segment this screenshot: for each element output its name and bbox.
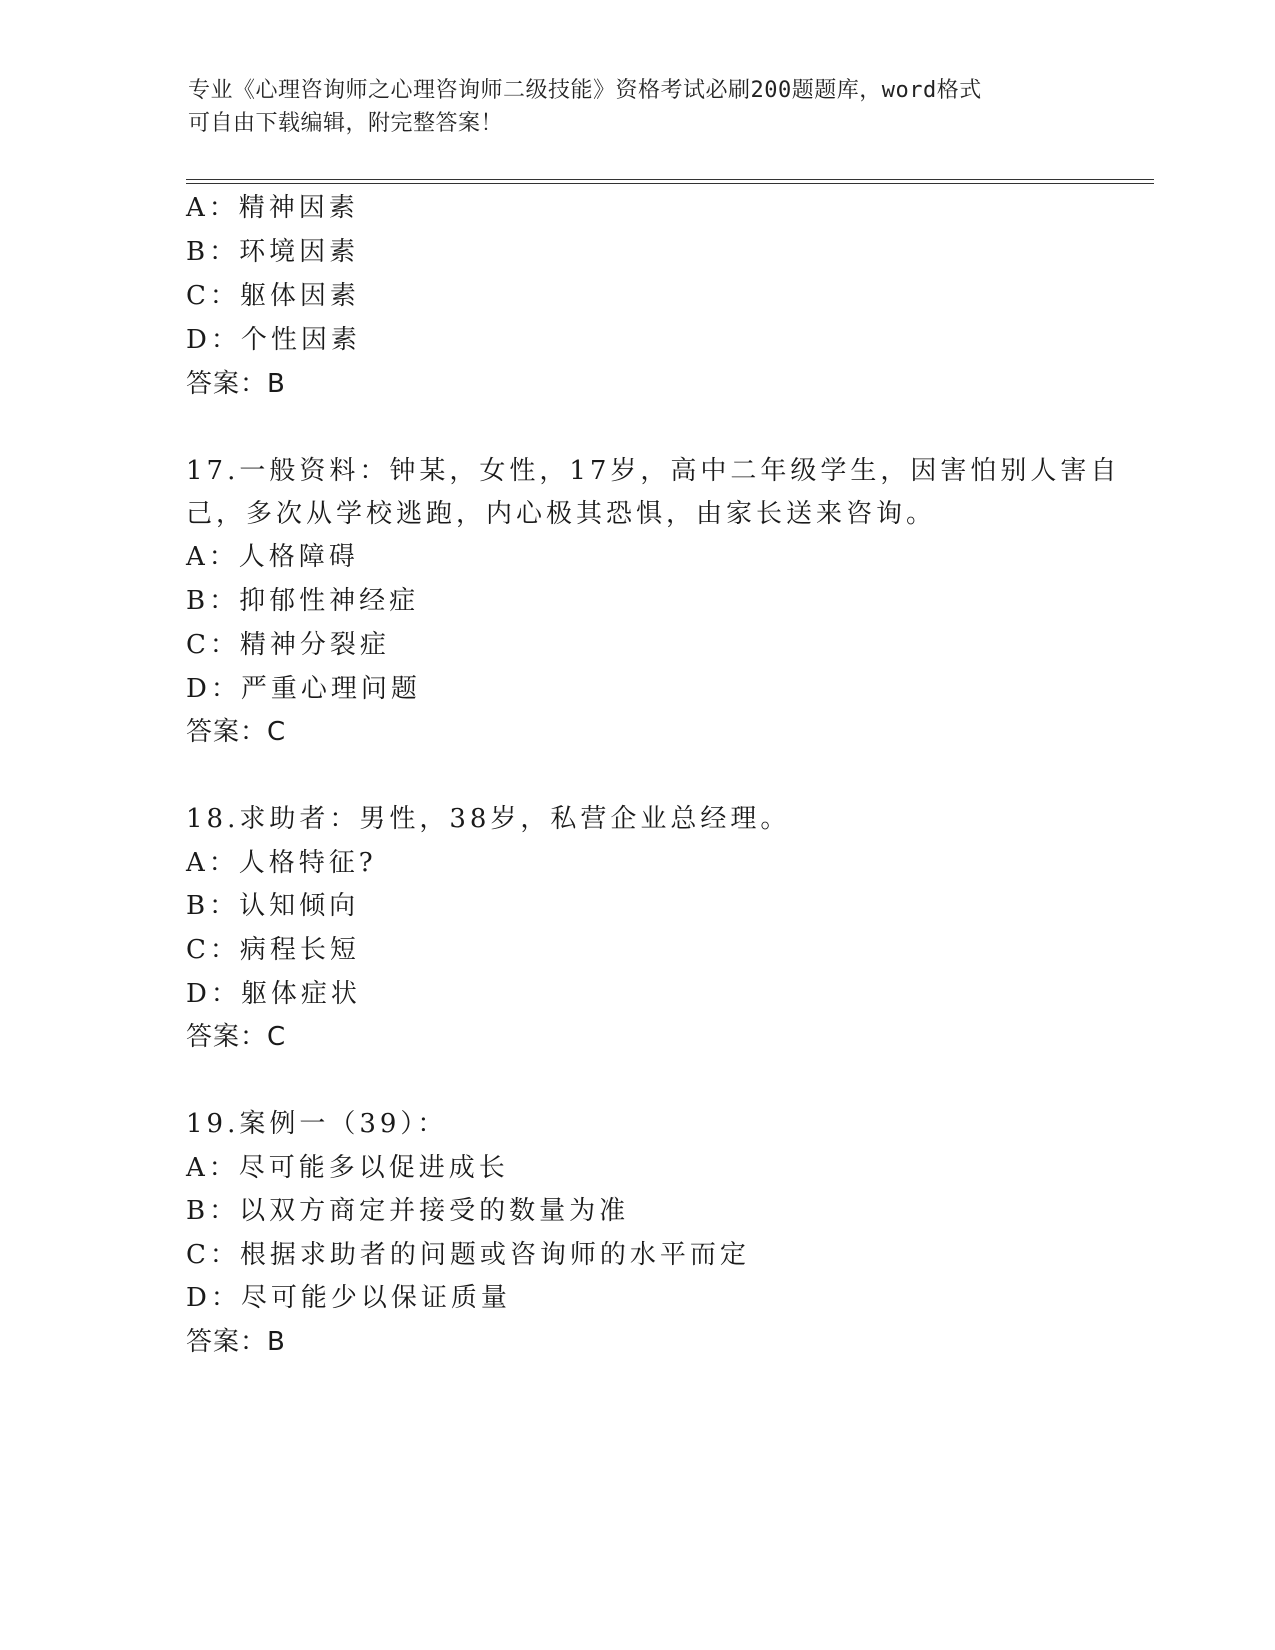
q17-stem-line-1: 17.一般资料：钟某，女性，17岁，高中二年级学生，因害怕别人害自 [186,456,1121,486]
q16-option-d: D：个性因素 [186,325,361,355]
q18-answer: 答案：C [186,1022,287,1052]
header-divider [186,179,1154,184]
q18-option-c: C：病程长短 [186,935,360,965]
q17-option-d: D：严重心理问题 [186,674,421,704]
q18-option-d: D：躯体症状 [186,979,361,1009]
header-line-1: 专业《心理咨询师之心理咨询师二级技能》资格考试必刷200题题库，word格式 [188,78,982,103]
q16-option-b: B：环境因素 [186,237,360,267]
q17-option-b: B：抑郁性神经症 [186,586,420,616]
q19-option-b: B：以双方商定并接受的数量为准 [186,1196,630,1226]
q19-stem: 19.案例一（39）： [186,1109,448,1139]
document-header [188,74,1068,140]
q18-stem: 18.求助者：男性，38岁，私营企业总经理。 [186,804,791,834]
q19-option-d: D：尽可能少以保证质量 [186,1283,511,1313]
q17-answer: 答案：C [186,717,287,747]
q16-option-a: A：精神因素 [186,193,359,223]
header-line-2: 可自由下载编辑，附完整答案！ [188,111,504,136]
q17-option-c: C：精神分裂症 [186,630,390,660]
q17-stem-line-2: 己，多次从学校逃跑，内心极其恐惧，由家长送来咨询。 [186,499,937,529]
q19-option-c: C：根据求助者的问题或咨询师的水平而定 [186,1240,750,1270]
q16-answer: 答案：B [186,369,286,399]
q19-answer: 答案：B [186,1327,286,1357]
q17-option-a: A：人格障碍 [186,542,359,572]
q18-option-a: A：人格特征? [186,848,377,878]
q18-option-b: B：认知倾向 [186,891,360,921]
q16-option-c: C：躯体因素 [186,281,360,311]
q19-option-a: A：尽可能多以促进成长 [186,1153,509,1183]
